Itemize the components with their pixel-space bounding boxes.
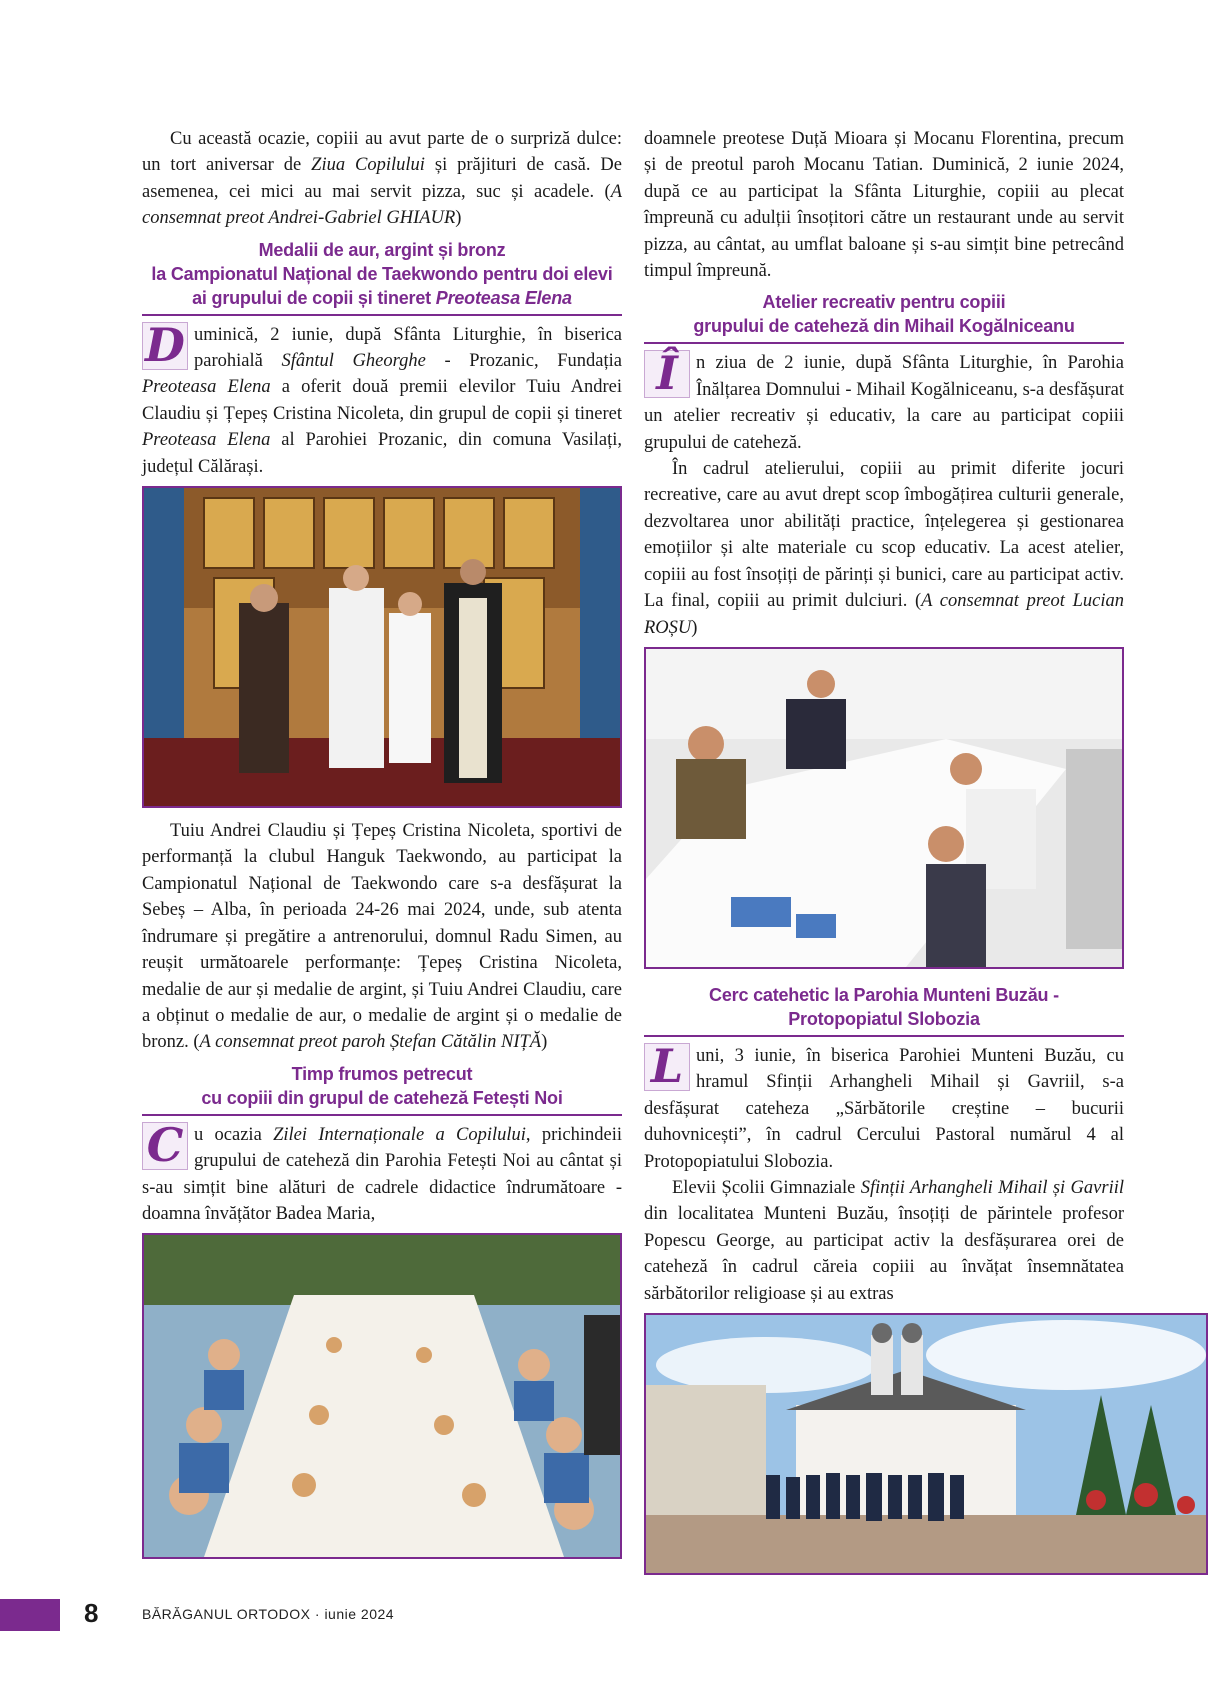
dropcap: L [644,1043,690,1091]
text-run: ) [455,208,462,229]
heading-line: cu copiii din grupul de cateheză Fetești Noi [201,1087,563,1108]
author-signature: A consemnat preot Andrei-Gabriel GHIAUR [142,181,622,229]
text-run: u ocazia [194,1124,274,1145]
italic-run: Zilei Internaționale a Copilului [273,1124,526,1145]
text-run: din localitatea Munteni Buzău, însoțiți de părintele profesor Popescu George, au participat activ la desfășurarea orei de cateheză în cadrul căreia copiii au învățat însemnătatea sărbătorilor religioase și au extras [644,1204,1124,1304]
text-run: și prăjituri de casă. De asemenea, cei mici au mai servit pizza, suc și acadele. ( [142,155,623,202]
text-run: a oferit două premii elevilor Tuiu Andrei Claudiu și Țepeș Cristina Nicoleta, din grupul de copii și tineret [142,377,622,424]
left-column [142,126,622,1569]
right-column [644,126,1124,1585]
author-signature: A consemnat preot Lucian ROȘU [644,591,1125,638]
text-run: ) [691,617,698,638]
italic-run: Sfinții Arhangheli Mihail și Gavriil [860,1177,1124,1198]
heading-line: Protopopiatul Slobozia [788,1008,980,1029]
atelier-paragraph-1 [644,346,1124,456]
fetesti-continuation: doamnele preotese Duță Mioara și Mocanu Florentina, precum și de preotul paroh Mocanu Tatian. Duminică, 2 iunie 2024, după ce au participat la Sfânta Liturghie, copiii au plecat împreună cu adulții însoțitori către un restaurant unde au servit pizza, au cântat, au umflat baloane și s-au simțit bine petrecând timpul împreună. [644,129,1124,282]
heading-line-italic: Preoteasa Elena [435,287,572,308]
text-run: Elevii Școlii Gimnaziale [672,1177,861,1198]
heading-line: Timp frumos petrecut [291,1063,473,1084]
dropcap: C [142,1122,188,1170]
munteni-paragraph-1 [644,1038,1124,1175]
dropcap: D [142,322,188,370]
publication-name: BĂRĂGANUL ORTODOX · iunie 2024 [142,1606,395,1622]
church-award-photo [142,486,622,808]
heading-line: Cerc catehetic la Parohia Munteni Buzău - [709,984,1059,1005]
text-run: - Prozanic, Fundația [425,351,622,372]
text-run: ) [541,1032,548,1053]
italic-run: Ziua Copilului [311,155,425,176]
text-run: uminică, 2 iunie, după Sfânta Liturghie, în biserica parohială [194,324,622,372]
restaurant-children-photo [142,1233,622,1559]
italic-run: Preoteasa Elena [142,377,271,398]
heading-line: la Campionatul Național de Taekwondo pentru doi elevi [151,263,613,284]
heading-line: Atelier recreativ pentru copiii [762,292,1006,313]
heading-rule [644,1035,1124,1037]
heading-line: grupului de cateheză din Mihail Kogălniceanu [693,316,1075,337]
taekwondo-paragraph-1 [142,317,622,480]
author-signature: A consemnat preot paroh Ștefan Cătălin NIȚĂ [199,1032,542,1053]
italic-run: Sfântul Gheorghe [281,351,426,372]
munteni-paragraph-2 [644,1175,1124,1307]
intro-paragraph [142,126,622,232]
heading-rule [142,1114,622,1116]
italic-run: Preoteasa Elena [142,430,271,451]
dropcap: Î [644,350,690,398]
heading-line: ai grupului de copii și tineret [192,287,436,308]
footer-accent-bar [0,1599,60,1631]
article-heading-taekwondo [142,238,622,310]
text-run: Cu această ocazie, copiii au avut parte de o surpriză dulce: un tort aniversar de [142,129,622,176]
text-run: n ziua de 2 iunie, după Sfânta Liturghie, în Parohia Înălțarea Domnului - Mihail Kogălniceanu, s-a desfășurat un atelier recreativ și educativ, la care au participat copiii grupului de cateheză. [644,353,1124,453]
page-number: 8 [84,1598,99,1628]
text-run: , prichindeii grupului de cateheză din Parohia Fetești Noi au cântat și s-au simțit bine alături de cadrele didactice îndrumătoare - doamna învățător Badea Maria, [142,1124,622,1224]
fetesti-paragraph-1 [142,1117,622,1228]
text-run: uni, 3 iunie, în biserica Parohiei Munteni Buzău, cu hramul Sfinții Arhangheli Mihail și Gavriil, s-a desfășurat cateheza „Sărbătorile creștine – bucurii duhovnicești”, în cadrul Cercului Pastoral numărul 4 al Protopopiatului Slobozia. [644,1045,1124,1172]
taekwondo-paragraph-2 [142,818,622,1056]
workshop-photo [644,647,1124,969]
heading-rule [142,314,622,316]
text-run: În cadrul atelierului, copiii au primit diferite jocuri recreative, care au avut drept scop îmbogățirea culturii generale, dezvoltarea unor abilități practice, înțelegerea și gestionarea emoțiilor și alte materiale cu scop educativ. La acest atelier, copiii au fost însoțiți de părinți și bunici, care au participat activ. La final, copiii au primit dulciuri. ( [644,459,1124,612]
atelier-paragraph-2 [644,456,1124,641]
text-run: al Parohiei Prozanic, din comuna Vasilați, județul Călărași. [142,430,622,477]
article-heading-munteni [644,983,1124,1031]
church-group-photo [644,1313,1208,1575]
article-heading-fetesti [142,1062,622,1110]
article-heading-atelier [644,290,1124,338]
heading-rule [644,342,1124,344]
heading-line: Medalii de aur, argint și bronz [258,239,506,260]
text-run: Tuiu Andrei Claudiu și Țepeș Cristina Nicoleta, sportivi de performanță la clubul Hanguk Taekwondo, au participat la Campionatul Național de Taekwondo care s-a desfășurat la Sebeș – Alba, în perioada 24-26 mai 2024, unde, sub atenta îndrumare și pregătire a antrenorului, domnul Radu Simen, au reușit următoarele performanțe: Țepeș Cristina Nicoleta, medalie de aur și medalie de argint, și Tuiu Andrei Claudiu, care a obținut o medalie de aur, o medalie de argint și o medalie de bronz. ( [142,821,622,1053]
